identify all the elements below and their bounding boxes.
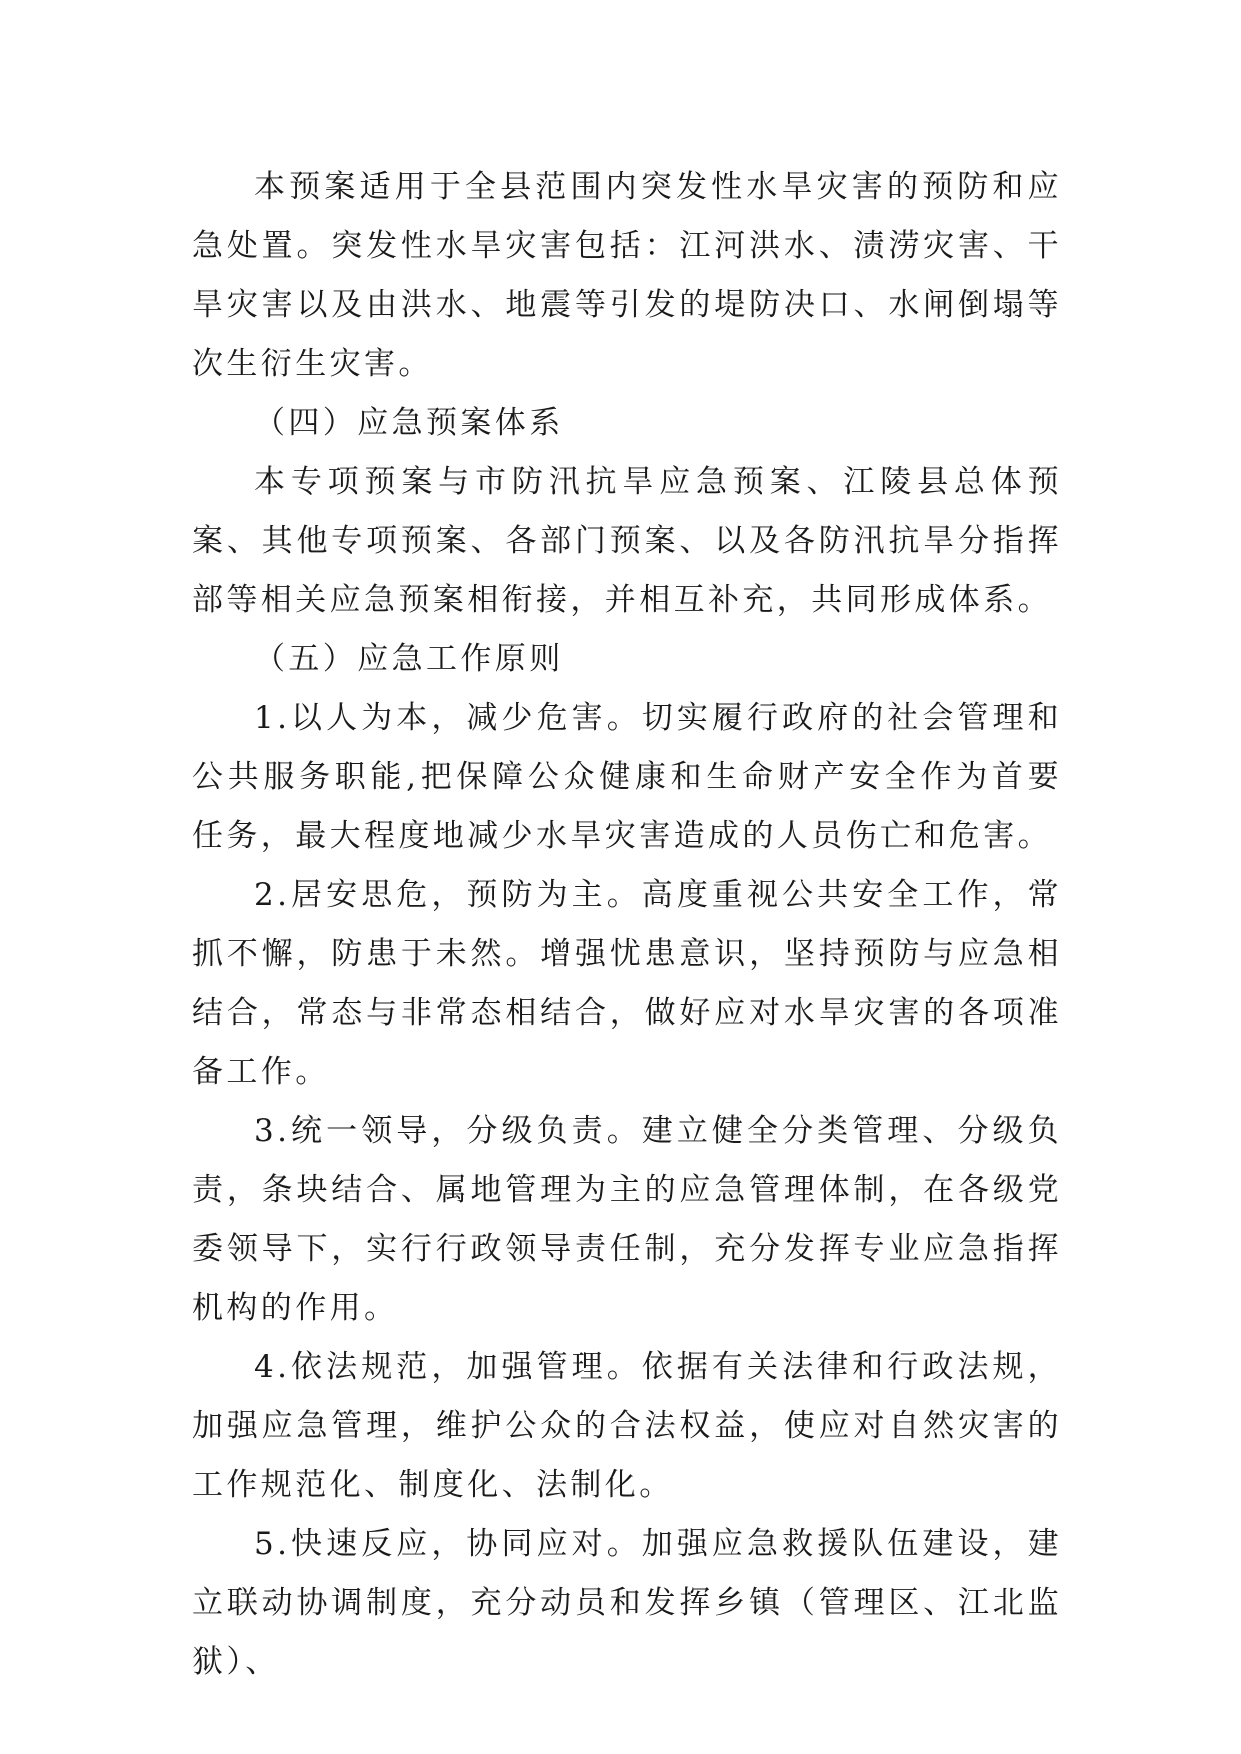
- paragraph-plan-system: 本专项预案与市防汛抗旱应急预案、江陵县总体预案、其他专项预案、各部门预案、以及各防汛抗旱分指挥部等相关应急预案相衔接，并相互补充，共同形成体系。: [192, 464, 1062, 618]
- paragraph-scope: 本预案适用于全县范围内突发性水旱灾害的预防和应急处置。突发性水旱灾害包括：江河洪水、渍涝灾害、干旱灾害以及由洪水、地震等引发的堤防决口、水闸倒塌等次生衍生灾害。: [192, 169, 1062, 382]
- section-heading-work-principles: （五）应急工作原则: [254, 641, 564, 677]
- document-body: [192, 158, 1062, 1692]
- paragraph-principle-4: 4.依法规范，加强管理。依据有关法律和行政法规，加强应急管理，维护公众的合法权益，使应对自然灾害的工作规范化、制度化、法制化。: [192, 1349, 1062, 1503]
- section-heading-plan-system: （四）应急预案体系: [254, 405, 564, 441]
- paragraph-principle-5: 5.快速反应，协同应对。加强应急救援队伍建设，建立联动协调制度，充分动员和发挥乡镇（管理区、江北监狱）、: [192, 1526, 1062, 1680]
- paragraph-principle-3: 3.统一领导，分级负责。建立健全分类管理、分级负责，条块结合、属地管理为主的应急管理体制，在各级党委领导下，实行行政领导责任制，充分发挥专业应急指挥机构的作用。: [192, 1113, 1062, 1326]
- paragraph-principle-2: 2.居安思危，预防为主。高度重视公共安全工作，常抓不懈，防患于未然。增强忧患意识，坚持预防与应急相结合，常态与非常态相结合，做好应对水旱灾害的各项准备工作。: [192, 877, 1062, 1090]
- paragraph-principle-1: 1.以人为本，减少危害。切实履行政府的社会管理和公共服务职能,把保障公众健康和生命财产安全作为首要任务，最大程度地减少水旱灾害造成的人员伤亡和危害。: [192, 700, 1062, 854]
